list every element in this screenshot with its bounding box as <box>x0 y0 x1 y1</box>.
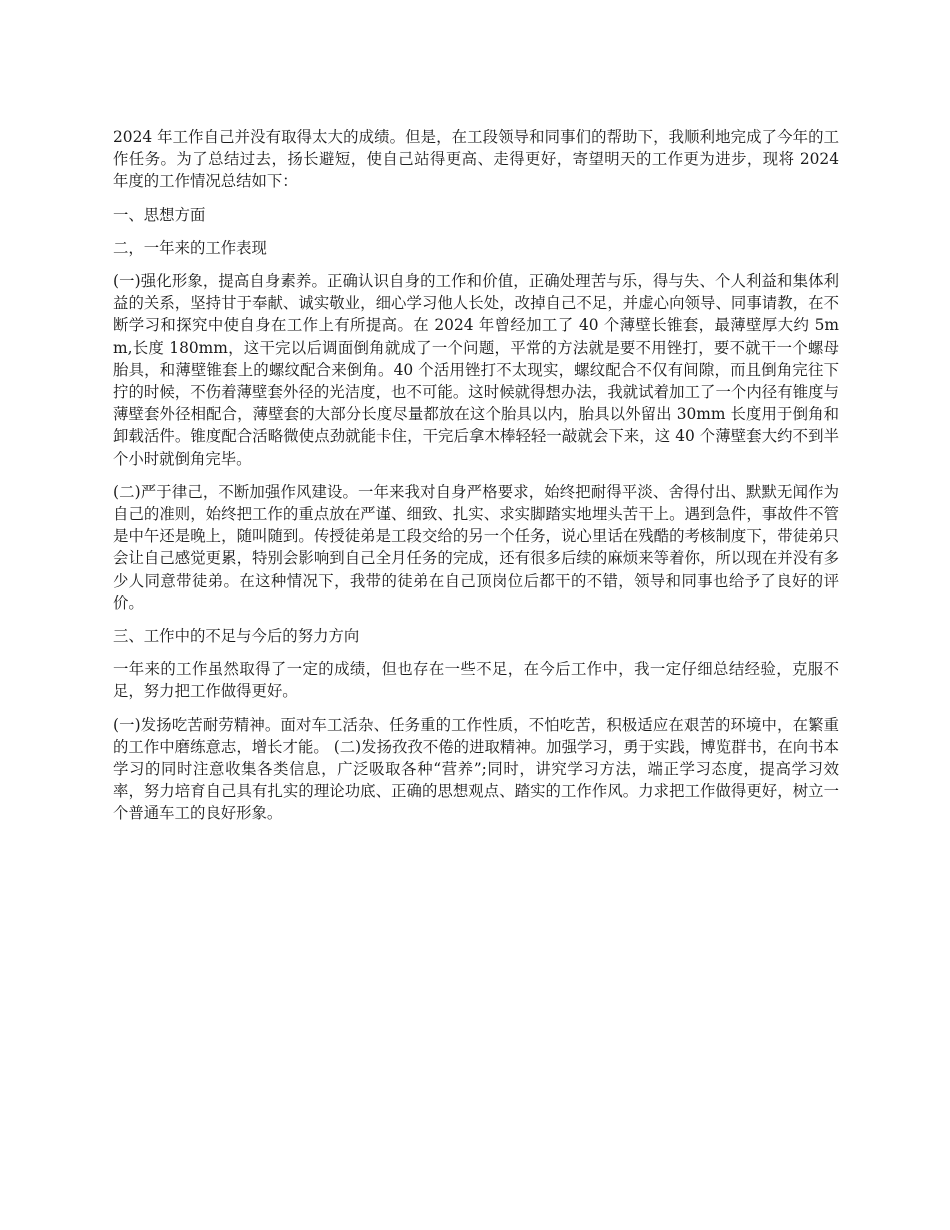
shortcomings-paragraph-2: (一)发扬吃苦耐劳精神。面对车工活杂、任务重的工作性质，不怕吃苦，积极适应在艰苦的环境中，在繁重的工作中磨练意志，增长才能。 (二)发扬孜孜不倦的进取精神。加强学习，勇于实践，博览群书，在向书本学习的同时注意收集各类信息，广泛吸取各种“营养”;同时，讲究学习方法，端正学习态度，提高学习效率，努力培育自己具有扎实的理论功底、正确的思想观点、踏实的工作作风。力求把工作做得更好，树立一个普通车工的良好形象。 <box>113 715 839 823</box>
performance-paragraph-2: (二)严于律己，不断加强作风建设。一年来我对自身严格要求，始终把耐得平淡、舍得付出、默默无闻作为自己的准则，始终把工作的重点放在严谨、细致、扎实、求实脚踏实地埋头苦干上。遇到急件，事故件不管是中午还是晚上，随叫随到。传授徒弟是工段交给的另一个任务，说心里话在残酷的考核制度下，带徒弟只会让自己感觉更累，特别会影响到自己全月任务的完成，还有很多后续的麻烦来等着你，所以现在并没有多少人同意带徒弟。在这种情况下，我带的徒弟在自己顶岗位后都干的不错，领导和同事也给予了良好的评价。 <box>113 482 839 612</box>
intro-paragraph: 2024 年工作自己并没有取得太大的成绩。但是，在工段领导和同事们的帮助下，我顺利地完成了今年的工作任务。为了总结过去，扬长避短，使自己站得更高、走得更好，寄望明天的工作更为进步，现将 2024 年度的工作情况总结如下： <box>113 128 839 191</box>
performance-paragraph-1: (一)强化形象，提高自身素养。正确认识自身的工作和价值，正确处理苦与乐，得与失、个人利益和集体利益的关系，坚持甘于奉献、诚实敬业，细心学习他人长处，改掉自己不足，并虚心向领导、同事请教，在不断学习和探究中使自身在工作上有所提高。在 2024 年曾经加工了 40 个薄壁长锥套，最薄壁厚大约 5mm,长度 180mm，这干完以后调面倒角就成了一个问题，平常的方法就是要不用锉打，要不就干一个螺母胎具，和薄壁锥套上的螺纹配合来倒角。40 个活用锉打不太现实，螺纹配合不仅有间隙，而且倒角完往下拧的时候，不伤着薄壁套外径的光洁度，也不可能。这时候就得想办法，我就试着加工了一个内径有锥度与薄壁套外径相配合，薄壁套的大部分长度尽量都放在这个胎具以内，胎具以外留出 30mm 长度用于倒角和卸载活件。锥度配合活略微使点劲就能卡住，干完后拿木棒轻轻一敲就会下来，这 40 个薄壁套大约不到半个小时就倒角完毕。 <box>113 272 839 468</box>
section-heading-thought: 一、思想方面 <box>113 205 206 224</box>
document-body <box>113 126 839 836</box>
section-heading-shortcomings: 三、工作中的不足与今后的努力方向 <box>113 627 360 646</box>
shortcomings-paragraph-1: 一年来的工作虽然取得了一定的成绩，但也存在一些不足，在今后工作中，我一定仔细总结经验，克服不足，努力把工作做得更好。 <box>113 660 839 701</box>
section-heading-performance: 二，一年来的工作表现 <box>113 238 267 257</box>
